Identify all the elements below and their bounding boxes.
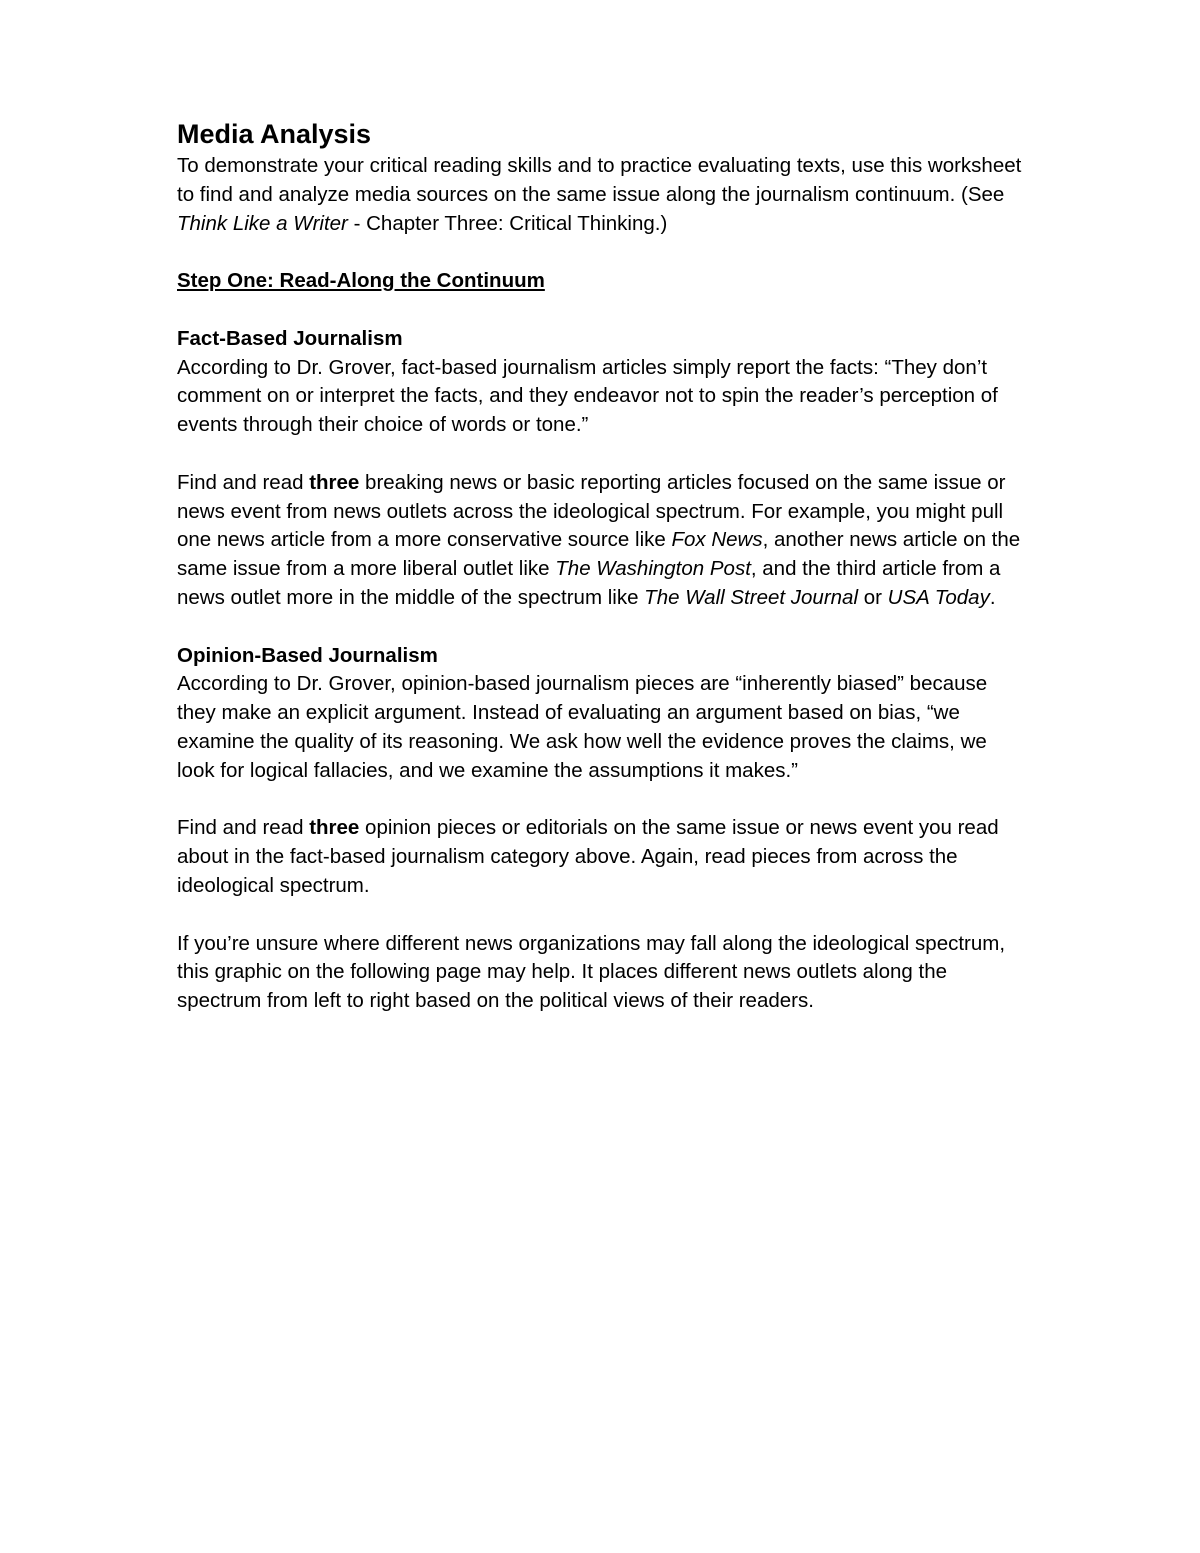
intro-text-1: To demonstrate your critical reading skills and to practice evaluating texts, use this worksheet to find and analyze media sources on the same issue along the journalism continuum. (See	[177, 154, 1022, 206]
outlet-washington-post: The Washington Post	[555, 557, 751, 581]
spectrum-note: If you’re unsure where different news organizations may fall along the ideological spectrum, this graphic on the following page may help. It places different news outlets along the spectrum from left to right based on the political views of their readers.	[177, 931, 1006, 1013]
opinion-based-heading: Opinion-Based Journalism	[177, 643, 438, 667]
fact-based-quote: According to Dr. Grover, fact-based journalism articles simply report the facts: “They don’t comment on or interpret the facts, and they endeavor not to spin the reader’s perception of events through their choice of words or tone.”	[177, 355, 998, 437]
spacer	[177, 613, 1027, 642]
fact-based-heading: Fact-Based Journalism	[177, 326, 403, 350]
fact-based-instructions	[177, 469, 1027, 613]
spacer	[177, 901, 1027, 930]
opinion-based-quote: According to Dr. Grover, opinion-based journalism pieces are “inherently biased” because they make an explicit argument. Instead of evaluating an argument based on bias, “we examine the quality of its reasoning. We ask how well the evidence proves the claims, we look for logical fallacies, and we examine the assumptions it makes.”	[177, 672, 988, 782]
outlet-usa-today: USA Today	[887, 585, 990, 609]
step-one-heading: Step One: Read-Along the Continuum	[177, 269, 545, 293]
opinion-based-instructions	[177, 814, 1027, 900]
fact-instr-text-4: , and the third article from a news outlet more in the middle of the spectrum like	[177, 557, 1001, 609]
page-title: Media Analysis	[177, 119, 372, 149]
fact-instr-text-1: Find and read	[177, 470, 310, 494]
outlet-fox-news: Fox News	[671, 528, 763, 552]
fact-instr-bold: three	[309, 470, 360, 494]
fact-instr-text-5: or	[858, 585, 888, 609]
book-title: Think Like a Writer	[177, 211, 348, 235]
opinion-instr-text-1: Find and read	[177, 816, 310, 840]
fact-instr-text-3: , another news article on the same issue from a more liberal outlet like	[177, 528, 1021, 581]
document-page	[177, 116, 1027, 1016]
fact-instr-text-6: .	[989, 585, 996, 609]
fact-instr-text-2: breaking news or basic reporting articles focused on the same issue or news event from news outlets across the ideological spectrum. For example, you might pull one news article from a more conservative source like	[177, 470, 1006, 552]
intro-text-2: - Chapter Three: Critical Thinking.)	[347, 211, 668, 235]
spacer	[177, 786, 1027, 815]
outlet-wall-street-journal: The Wall Street Journal	[644, 585, 859, 609]
spacer	[177, 440, 1027, 469]
spacer	[177, 296, 1027, 325]
opinion-instr-bold: three	[309, 816, 360, 840]
opinion-instr-text-2: opinion pieces or editorials on the same issue or news event you read about in the fact-based journalism category above. Again, read pieces from across the ideological spectrum.	[177, 816, 999, 897]
intro-paragraph	[177, 152, 1027, 238]
spacer	[177, 238, 1027, 267]
